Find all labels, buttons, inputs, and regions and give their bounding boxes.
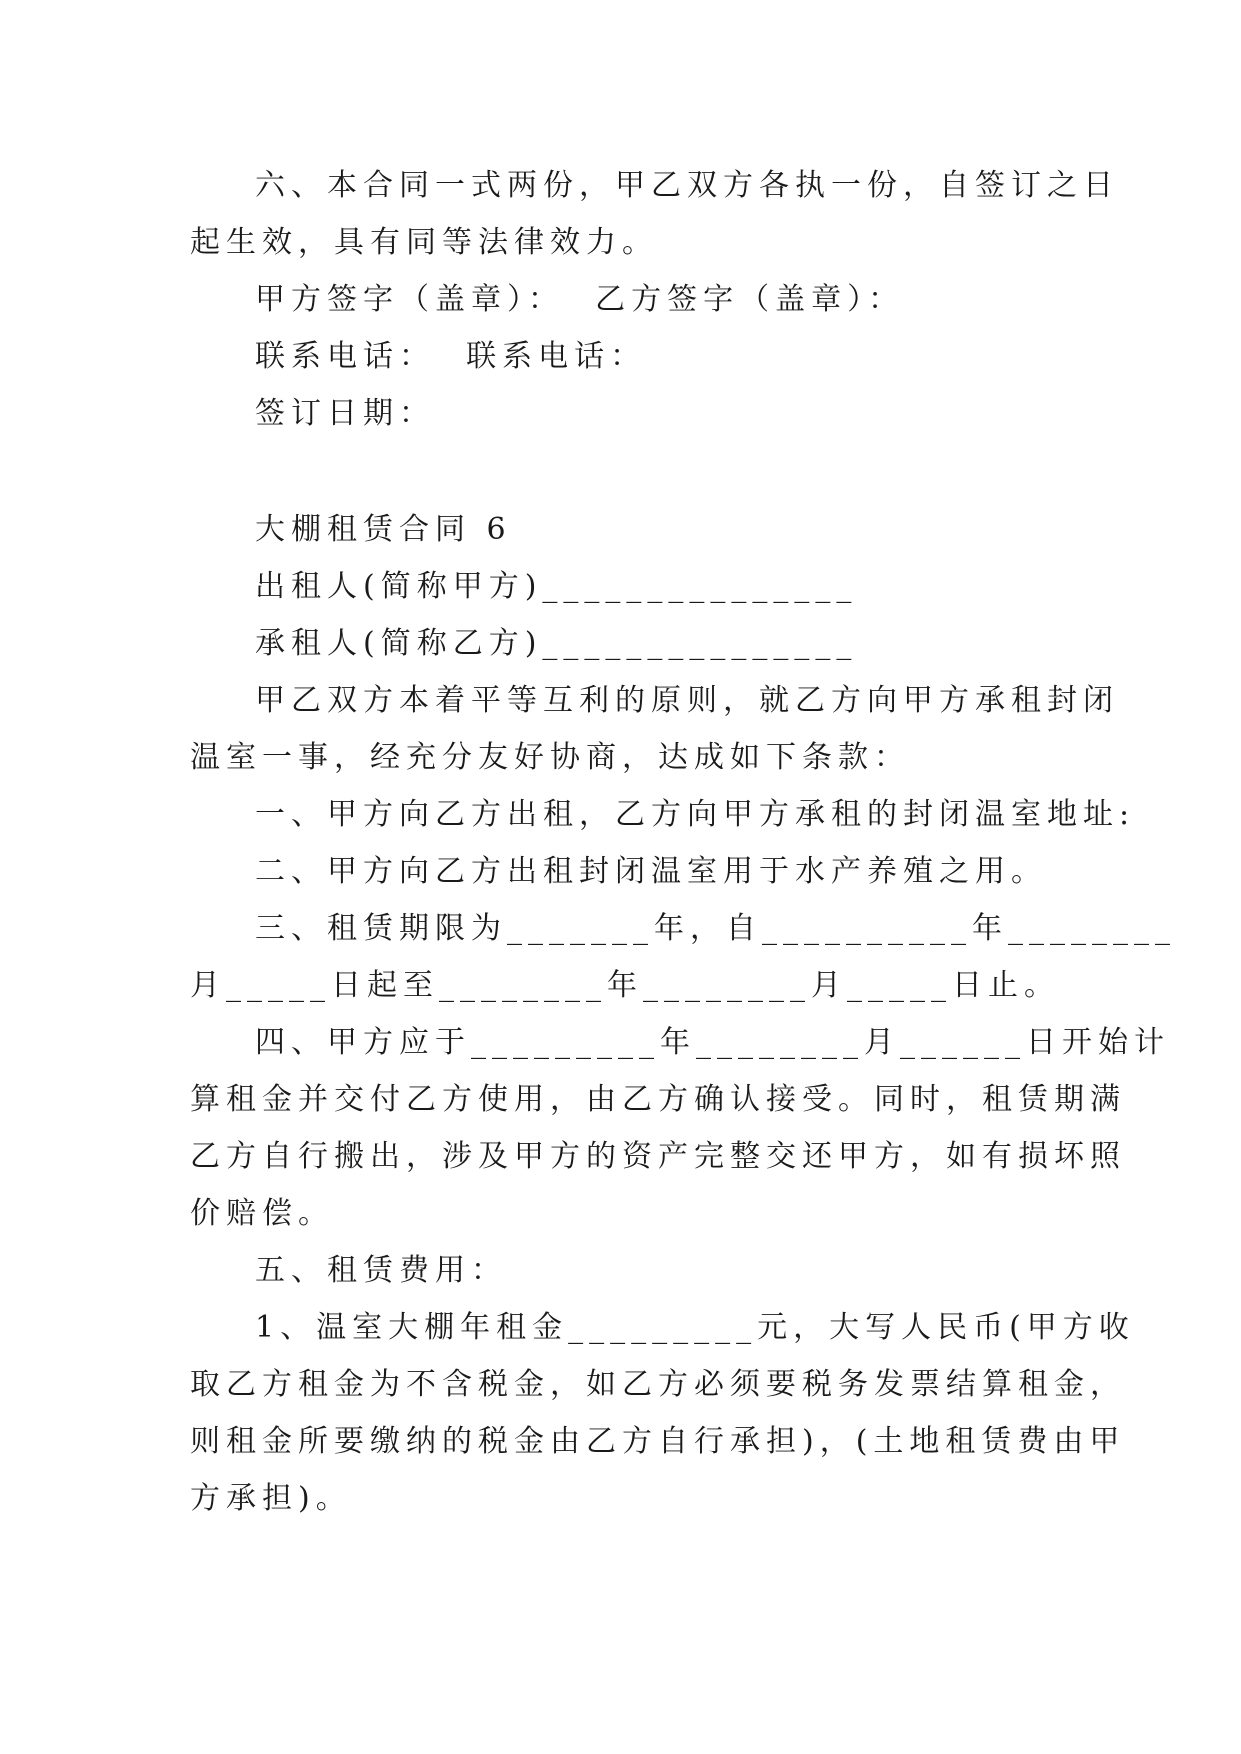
clause-4-line-1: 四、甲方应于_________年________月______日开始计	[255, 1025, 1170, 1060]
preamble-line-2: 温室一事，经充分友好协商，达成如下条款：	[190, 740, 910, 775]
clause-5-item-1-line-2: 取乙方租金为不含税金，如乙方必须要税务发票结算租金，	[190, 1367, 1126, 1402]
clause-1-line: 一、甲方向乙方出租，乙方向甲方承租的封闭温室地址:	[255, 797, 1136, 832]
lessee-line: 承租人(简称乙方)_______________	[255, 626, 858, 661]
clause-5-heading: 五、租赁费用：	[255, 1253, 507, 1288]
clause-3-line-1: 三、租赁期限为_______年，自__________年________	[255, 911, 1176, 946]
clause-2-line: 二、甲方向乙方出租封闭温室用于水产养殖之用。	[255, 854, 1047, 889]
phone-line: 联系电话： 联系电话：	[255, 339, 647, 374]
sign-date-line: 签订日期：	[255, 396, 435, 431]
clause-4-line-2: 算租金并交付乙方使用，由乙方确认接受。同时，租赁期满	[190, 1082, 1126, 1117]
contract-title: 大棚租赁合同 6	[255, 512, 512, 547]
clause-5-item-1-line-4: 方承担)。	[190, 1481, 352, 1516]
clause-3-line-2: 月_____日起至________年________月_____日止。	[190, 968, 1060, 1003]
preamble-line-1: 甲乙双方本着平等互利的原则，就乙方向甲方承租封闭	[255, 683, 1119, 718]
clause-5-item-1-line-3: 则租金所要缴纳的税金由乙方自行承担)，(土地租赁费由甲	[190, 1424, 1126, 1459]
clause-5-item-1-line-1: 1、温室大棚年租金_________元，大写人民币(甲方收	[255, 1310, 1135, 1345]
clause-6-line-1: 六、本合同一式两份，甲乙双方各执一份，自签订之日	[255, 168, 1119, 203]
clause-6-line-2: 起生效，具有同等法律效力。	[190, 225, 658, 260]
lessor-line: 出租人(简称甲方)_______________	[255, 569, 858, 604]
clause-4-line-4: 价赔偿。	[190, 1196, 334, 1231]
clause-4-line-3: 乙方自行搬出，涉及甲方的资产完整交还甲方，如有损坏照	[190, 1139, 1126, 1174]
signature-line: 甲方签字（盖章）： 乙方签字（盖章）：	[255, 282, 905, 317]
